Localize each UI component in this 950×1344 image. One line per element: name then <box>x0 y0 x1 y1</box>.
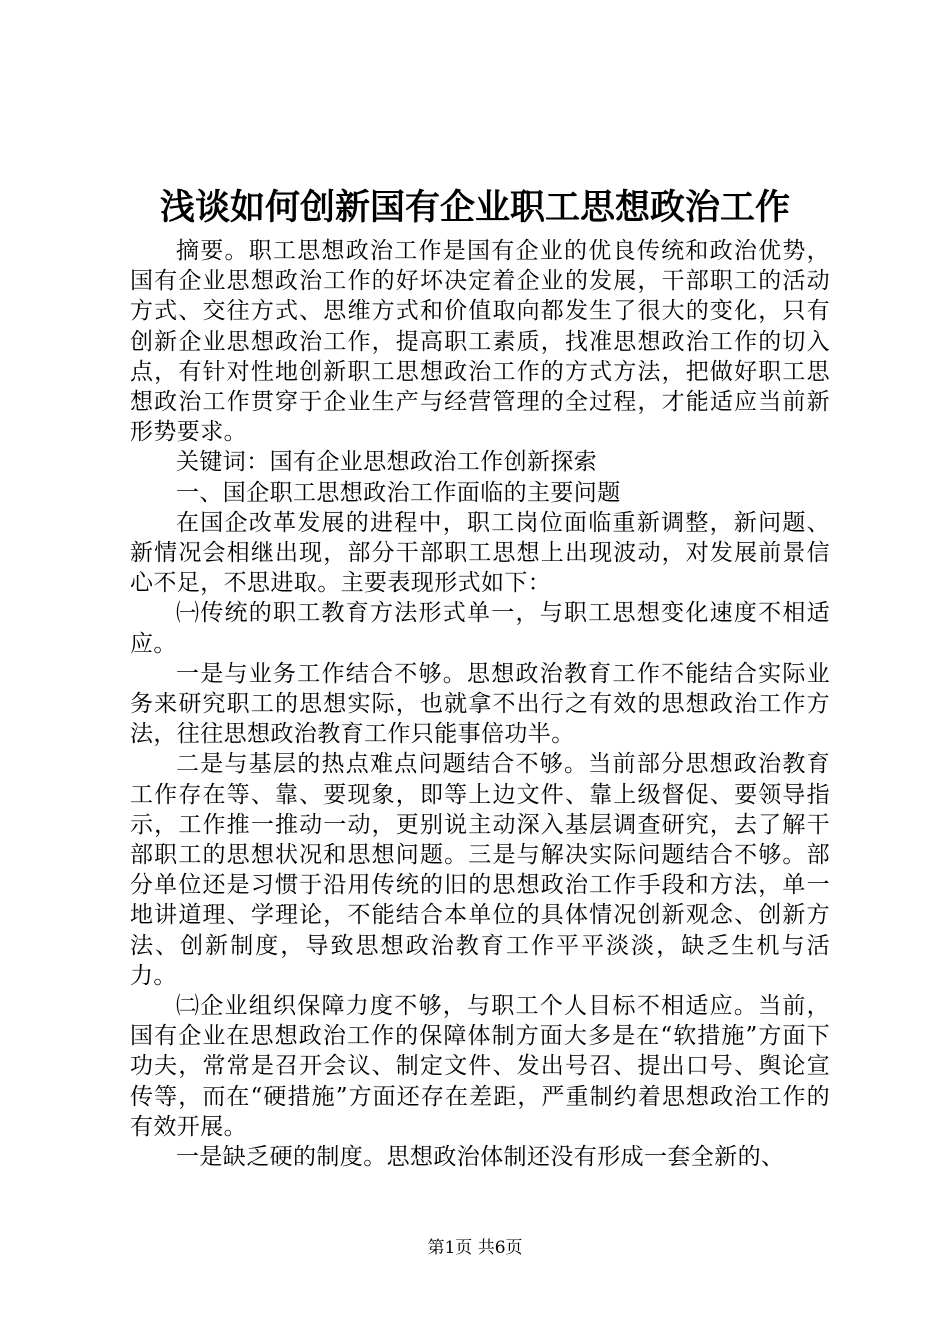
section-heading-1: 一、国企职工思想政治工作面临的主要问题 <box>176 479 621 506</box>
paragraph: 在国企改革发展的进程中，职工岗位面临重新调整，新问题、新情况会相继出现，部分干部职工思想上出现波动，对发展前景信心不足，不思进取。主要表现形式如下： <box>130 509 830 597</box>
document-title: 浅谈如何创新国有企业职工思想政治工作 <box>159 187 790 228</box>
paragraph-keywords: 关键词：国有企业思想政治工作创新探索 <box>176 449 598 476</box>
paragraph: 一是与业务工作结合不够。思想政治教育工作不能结合实际业务来研究职工的思想实际，也就拿不出行之有效的思想政治工作方法，往往思想政治教育工作只能事倍功半。 <box>130 660 830 748</box>
document-body <box>130 236 830 1172</box>
subsection-heading-1: ㈠传统的职工教育方法形式单一，与职工思想变化速度不相适应。 <box>130 600 830 657</box>
paragraph: 一是缺乏硬的制度。思想政治体制还没有形成一套全新的、 <box>176 1144 785 1171</box>
subsection-heading-2: ㈡企业组织保障力度不够，与职工个人目标不相适应。当前，国有企业在思想政治工作的保障体制方面大多是在“软措施”方面下功夫，常常是召开会议、制定文件、发出号召、提出口号、舆论宣传等，而在“硬措施”方面还存在差距，严重制约着思想政治工作的有效开展。 <box>130 993 830 1140</box>
paragraph-abstract: 摘要。职工思想政治工作是国有企业的优良传统和政治优势，国有企业思想政治工作的好坏决定着企业的发展，干部职工的活动方式、交往方式、思维方式和价值取向都发生了很大的变化，只有创新企业思想政治工作，提高职工素质，找准思想政治工作的切入点，有针对性地创新职工思想政治工作的方式方法，把做好职工思想政治工作贯穿于企业生产与经营管理的全过程，才能适应当前新形势要求。 <box>130 238 830 446</box>
paragraph: 二是与基层的热点难点问题结合不够。当前部分思想政治教育工作存在等、靠、要现象，即等上边文件、靠上级督促、要领导指示，工作推一推动一动，更别说主动深入基层调查研究，去了解干部职工的思想状况和思想问题。三是与解决实际问题结合不够。部分单位还是习惯于沿用传统的旧的思想政治工作手段和方法，单一地讲道理、学理论，不能结合本单位的具体情况创新观念、创新方法、创新制度，导致思想政治教育工作平平淡淡，缺乏生机与活力。 <box>130 751 830 989</box>
page-footer: 第1页 共6页 <box>427 1238 523 1258</box>
